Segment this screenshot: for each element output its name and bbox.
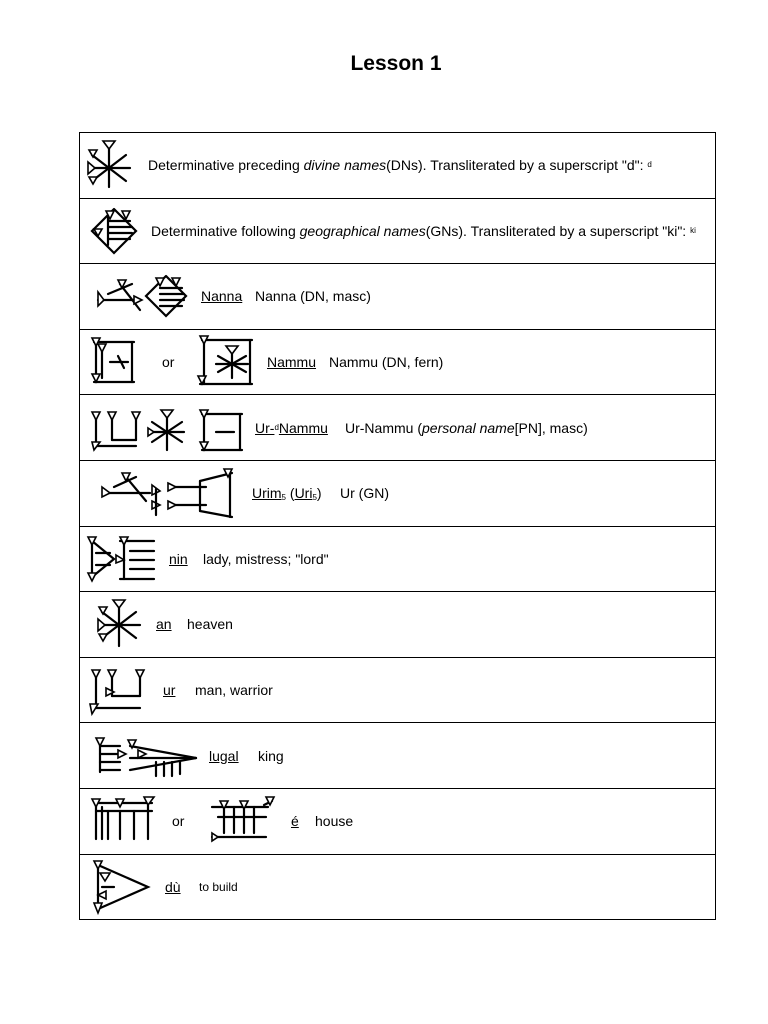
table-row bbox=[80, 657, 716, 723]
or-label: or bbox=[172, 813, 185, 830]
or-label: or bbox=[162, 354, 175, 371]
cuneiform-nammu-sign-icon bbox=[88, 330, 138, 394]
cuneiform-an-sign-icon bbox=[96, 592, 144, 656]
gloss: king bbox=[258, 747, 284, 764]
table-row bbox=[80, 133, 716, 199]
cuneiform-ur-nammu-signs-icon bbox=[90, 396, 246, 460]
cuneiform-nin-signs-icon bbox=[86, 527, 158, 591]
cuneiform-lugal-signs-icon bbox=[94, 724, 200, 788]
term-an: an bbox=[156, 616, 172, 633]
table-row bbox=[80, 264, 716, 330]
term-ur-nammu: Ur- d Nammu bbox=[255, 419, 328, 436]
gloss: house bbox=[315, 813, 354, 830]
row-description: Determinative following geographical names (GNs). Transliterated by a superscript "ki": ki bbox=[151, 222, 696, 239]
table-row bbox=[80, 526, 716, 592]
term-lugal: lugal bbox=[209, 747, 239, 764]
table-row bbox=[80, 329, 716, 395]
row-description: Determinative preceding divine names (DNs). Transliterated by a superscript "d": d bbox=[148, 157, 652, 174]
gloss: Nammu (DN, fern) bbox=[329, 354, 444, 371]
term-ur: ur bbox=[163, 682, 176, 699]
table-row bbox=[80, 198, 716, 264]
table-row bbox=[80, 395, 716, 461]
gloss: lady, mistress; "lord" bbox=[203, 550, 329, 567]
sign-table bbox=[79, 132, 716, 920]
table-row bbox=[80, 788, 716, 854]
gloss: man, warrior bbox=[195, 682, 273, 699]
page-title: Lesson 1 bbox=[350, 52, 442, 75]
table-row bbox=[80, 854, 716, 920]
cuneiform-e-sign-icon bbox=[90, 789, 156, 853]
cuneiform-an-sign-icon bbox=[86, 133, 134, 197]
gloss: to build bbox=[199, 879, 238, 894]
gloss: Ur-Nammu ( personal name [PN], masc) bbox=[345, 419, 588, 436]
term-du: dù bbox=[165, 878, 181, 895]
cuneiform-nanna-signs-icon bbox=[94, 264, 194, 328]
table-row bbox=[80, 592, 716, 658]
cuneiform-ur-sign-icon bbox=[88, 658, 148, 722]
cuneiform-nammu-variant-icon bbox=[196, 330, 258, 394]
cuneiform-du-sign-icon bbox=[90, 855, 154, 919]
gloss: Nanna (DN, masc) bbox=[255, 288, 371, 305]
table-row bbox=[80, 460, 716, 526]
gloss: heaven bbox=[187, 616, 233, 633]
term-nanna: Nanna bbox=[201, 288, 243, 305]
term-e: é bbox=[291, 813, 299, 830]
term-urim: Urim$_5$ ( Uri$_5$ ) bbox=[252, 485, 322, 503]
cuneiform-ki-sign-icon bbox=[86, 199, 142, 263]
term-nammu: Nammu bbox=[267, 354, 317, 371]
gloss: Ur (GN) bbox=[340, 485, 389, 502]
table-row bbox=[80, 723, 716, 789]
cuneiform-urim-signs-icon bbox=[100, 461, 236, 525]
term-nin: nin bbox=[169, 550, 188, 567]
cuneiform-e-variant-icon bbox=[208, 789, 276, 853]
